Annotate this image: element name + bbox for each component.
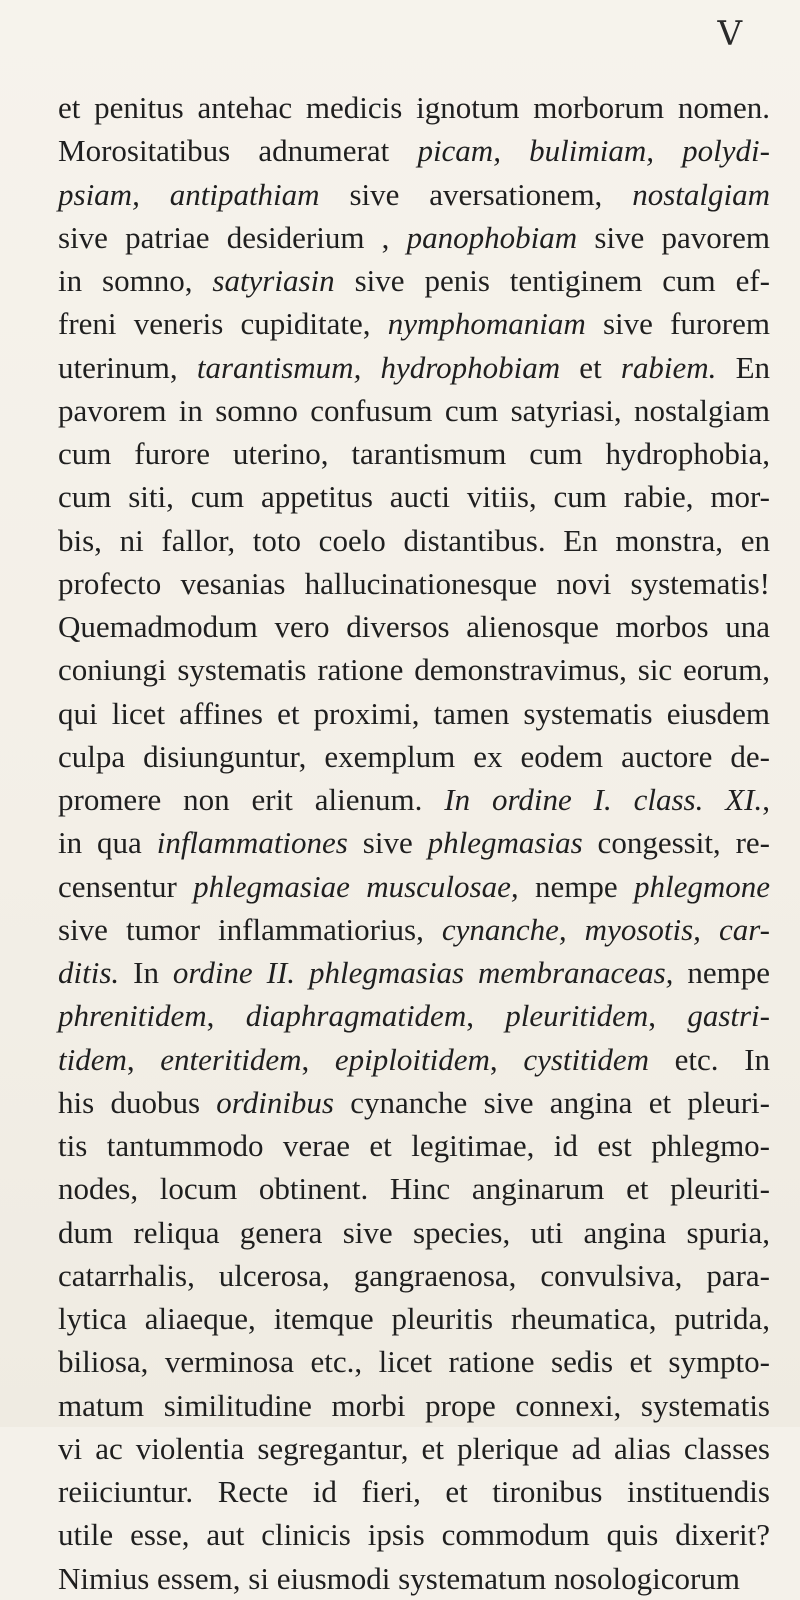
italic-term: diaphragmatidem: [245, 998, 467, 1034]
body-text: [58, 86, 770, 1600]
italic-term: psiam, antipathiam: [58, 176, 320, 212]
text-segment: Nimius essem, si eiusmodi systematum nosologicorum: [58, 1560, 740, 1596]
text-segment: in somno,: [58, 263, 213, 298]
text-segment: ,: [301, 1041, 335, 1077]
text-segment: cum siti, cum appetitus aucti vitiis, cum rabie, mor-: [58, 479, 770, 515]
text-line: [58, 605, 770, 648]
text-line: [58, 1124, 770, 1167]
text-line: [58, 1427, 770, 1470]
text-line: [58, 1297, 770, 1340]
italic-term: phlegmone: [633, 868, 771, 904]
italic-term: cystitidem: [523, 1041, 649, 1077]
text-line: [58, 994, 770, 1037]
text-segment: Morositatibus adnumerat: [58, 133, 418, 169]
text-line: [58, 908, 770, 951]
text-line: [58, 1211, 770, 1254]
text-segment: et penitus antehac medicis ignotum morborum nomen.: [58, 90, 770, 125]
text-line: [58, 302, 770, 345]
italic-term: rabiem.: [620, 349, 717, 385]
italic-term: gastri-: [687, 998, 770, 1034]
text-line: [58, 648, 770, 691]
text-segment: ,: [489, 1041, 524, 1077]
italic-term: panophobiam: [406, 219, 578, 255]
text-segment: sive penis tentiginem cum ef-: [334, 263, 770, 298]
page-number: V: [717, 14, 742, 54]
text-line: [58, 1254, 770, 1297]
text-segment: bis, ni fallor, toto coelo distantibus. En monstra, en: [58, 522, 770, 558]
text-segment: ,: [648, 998, 688, 1034]
text-segment: nempe: [673, 955, 770, 990]
italic-term: pleuritidem: [505, 998, 649, 1034]
text-segment: sive: [347, 825, 428, 861]
text-segment: vi ac violentia segregantur, et plerique ad alias classes: [58, 1430, 770, 1466]
text-line: [58, 951, 770, 994]
text-segment: censentur: [58, 868, 194, 904]
italic-term: inflammationes: [156, 825, 348, 861]
text-segment: sive aversationem,: [319, 176, 633, 212]
text-line: [58, 519, 770, 562]
text-segment: nempe: [518, 868, 634, 904]
text-segment: lytica aliaeque, itemque pleuritis rheumatica, putrida,: [58, 1301, 770, 1336]
text-line: [58, 432, 770, 475]
text-segment: tis tantummodo verae et legitimae, id est phlegmo-: [58, 1128, 770, 1163]
text-line: [58, 1557, 770, 1600]
text-segment: catarrhalis, ulcerosa, gangraenosa, convulsiva, para-: [58, 1257, 770, 1293]
text-line: [58, 778, 770, 821]
text-segment: profecto vesanias hallucinationesque novi systematis!: [58, 565, 770, 601]
italic-term: tarantismum, hydrophobiam: [196, 349, 561, 385]
text-line: [58, 216, 770, 259]
text-line: [58, 129, 770, 172]
text-segment: ,: [466, 998, 506, 1034]
text-segment: cynanche sive angina et pleuri-: [334, 1084, 770, 1120]
text-line: [58, 821, 770, 864]
text-segment: dum reliqua genera sive species, uti angina spuria,: [58, 1214, 770, 1250]
text-segment: pavorem in somno confusum cum satyriasi, nostalgiam: [58, 392, 770, 428]
text-segment: In: [119, 955, 173, 990]
text-segment: cum furore uterino, tarantismum cum hydrophobia,: [58, 436, 770, 471]
text-segment: reiiciuntur. Recte id fieri, et tironibus instituendis: [58, 1474, 770, 1509]
text-line: [58, 865, 770, 908]
text-line: [58, 475, 770, 518]
italic-term: nymphomaniam: [387, 306, 586, 342]
text-segment: matum similitudine morbi prope connexi, systematis: [58, 1387, 770, 1423]
italic-term: picam, bulimiam, polydi-: [417, 133, 770, 169]
italic-term: ditis.: [58, 955, 120, 990]
italic-term: In ordine I. class. XI.: [444, 782, 763, 817]
text-line: [58, 1384, 770, 1427]
text-line: [58, 1340, 770, 1383]
italic-term: phrenitidem: [58, 998, 207, 1034]
text-line: [58, 692, 770, 735]
italic-term: phlegmasiae musculosae,: [193, 868, 519, 904]
text-segment: his duobus: [58, 1084, 217, 1120]
text-segment: uterinum,: [58, 349, 197, 385]
text-line: [58, 86, 770, 129]
italic-term: epiploitidem: [334, 1041, 490, 1077]
text-segment: culpa disiunguntur, exemplum ex eodem auctore de-: [58, 738, 770, 774]
text-line: [58, 1167, 770, 1210]
text-segment: coniungi systematis ratione demonstravimus, sic eorum,: [58, 652, 770, 688]
text-segment: sive pavorem: [577, 219, 770, 255]
italic-term: satyriasin: [212, 263, 335, 298]
text-segment: sive tumor inflammatiorius,: [58, 911, 442, 947]
text-segment: biliosa, verminosa etc., licet ratione sedis et sympto-: [58, 1344, 770, 1380]
italic-term: ordine II. phlegmasias membranaceas,: [172, 955, 674, 990]
text-line: [58, 173, 770, 216]
italic-term: ordinibus: [216, 1084, 334, 1120]
text-segment: etc. In: [649, 1041, 771, 1077]
text-segment: ,: [206, 998, 246, 1034]
text-segment: in qua: [58, 825, 157, 861]
text-line: [58, 1513, 770, 1556]
text-segment: En: [716, 349, 771, 385]
text-segment: nodes, locum obtinent. Hinc anginarum et pleuriti-: [58, 1171, 770, 1207]
text-segment: sive furorem: [585, 306, 770, 342]
text-segment: Quemadmodum vero diversos alienosque morbos una: [58, 609, 770, 644]
text-segment: et: [560, 349, 621, 385]
text-line: [58, 735, 770, 778]
text-line: [58, 1081, 770, 1124]
text-segment: qui licet affines et proximi, tamen systematis eiusdem: [58, 695, 770, 731]
italic-term: enteritidem: [160, 1041, 302, 1077]
text-segment: ,: [126, 1041, 161, 1077]
text-segment: utile esse, aut clinicis ipsis commodum quis dixerit?: [58, 1517, 770, 1553]
text-line: [58, 1470, 770, 1513]
text-line: [58, 259, 770, 302]
text-line: [58, 1038, 770, 1081]
text-line: [58, 562, 770, 605]
italic-term: tidem: [58, 1041, 127, 1077]
italic-term: cynanche, myosotis, car-: [441, 911, 770, 947]
text-line: [58, 346, 770, 389]
text-segment: ,: [762, 782, 770, 817]
italic-term: nostalgiam: [632, 176, 771, 212]
text-segment: sive patriae desiderium ,: [58, 219, 407, 255]
italic-term: phlegmasias: [427, 825, 583, 861]
text-segment: freni veneris cupiditate,: [58, 306, 388, 342]
text-line: [58, 389, 770, 432]
text-segment: promere non erit alienum.: [58, 782, 445, 817]
text-segment: congessit, re-: [582, 825, 770, 861]
